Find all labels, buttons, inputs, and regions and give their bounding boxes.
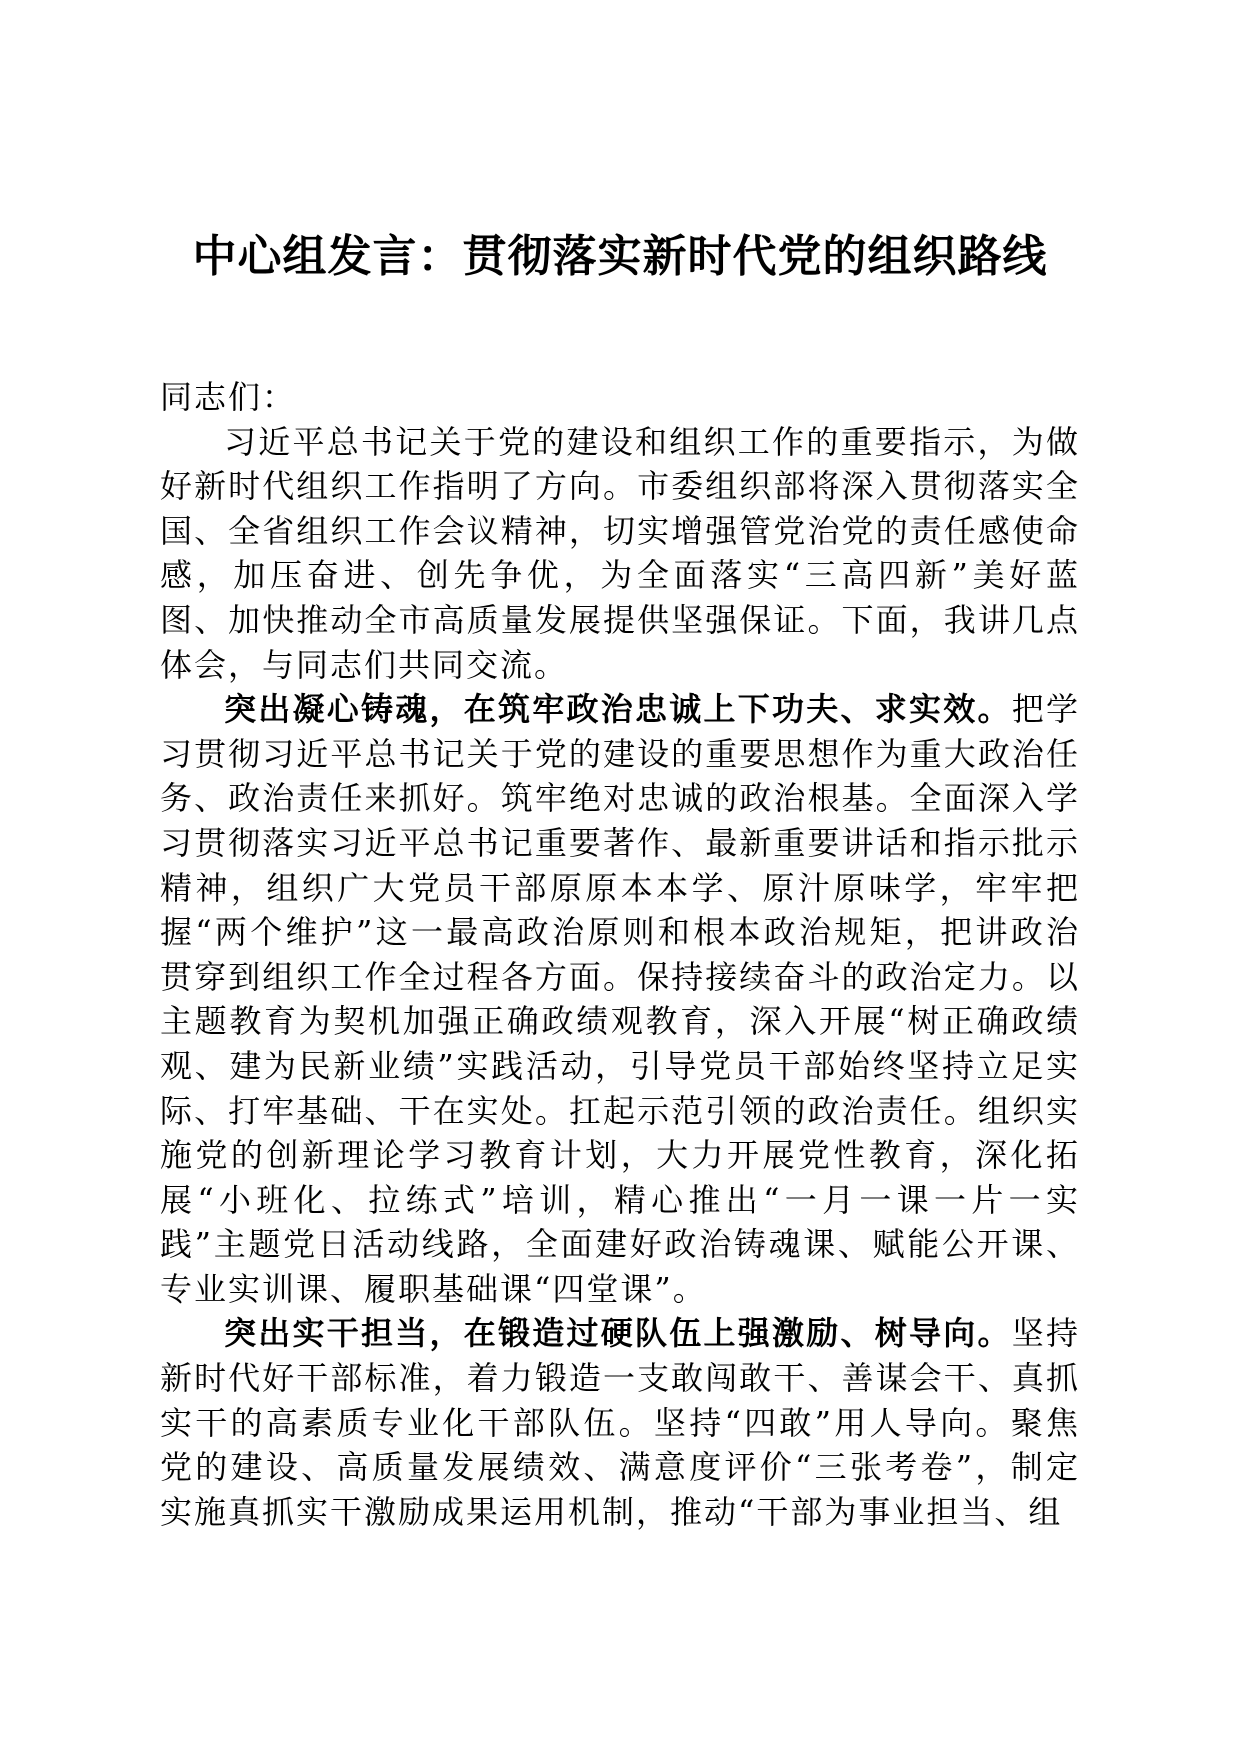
salutation: 同志们：: [160, 378, 297, 416]
document-title: 中心组发言：贯彻落实新时代党的组织路线: [192, 231, 1048, 282]
paragraph-text: 坚持新时代好干部标准，着力锻造一支敢闯敢干、善谋会干、真抓实干的高素质专业化干部队伍。坚持“四敢”用人导向。聚焦党的建设、高质量发展绩效、满意度评价“三张考卷”，制定实施真抓实干激励成果运用机制，推动“干部为事业担当、组: [160, 1314, 1080, 1531]
document-body: [160, 375, 1080, 1534]
paragraph-heading: 突出凝心铸魂，在筑牢政治忠诚上下功夫、求实效。: [224, 690, 1012, 729]
paragraph-text: 习近平总书记关于党的建设和组织工作的重要指示，为做好新时代组织工作指明了方向。市委组织部将深入贯彻落实全国、全省组织工作会议精神，切实增强管党治党的责任感使命感，加压奋进、创先争优，为全面落实“三高四新”美好蓝图、加快推动全市高质量发展提供坚强保证。下面，我讲几点体会，与同志们共同交流。: [160, 422, 1080, 684]
paragraph-team-building: [160, 1311, 1080, 1534]
paragraph-heading: 突出实干担当，在锻造过硬队伍上强激励、树导向。: [224, 1314, 1012, 1353]
paragraph-political-loyalty: [160, 687, 1080, 1311]
paragraph-text: 把学习贯彻习近平总书记关于党的建设的重要思想作为重大政治任务、政治责任来抓好。筑牢绝对忠诚的政治根基。全面深入学习贯彻落实习近平总书记重要著作、最新重要讲话和指示批示精神，组织广大党员干部原原本本学、原汁原味学，牢牢把握“两个维护”这一最高政治原则和根本政治规矩，把讲政治贯穿到组织工作全过程各方面。保持接续奋斗的政治定力。以主题教育为契机加强正确政绩观教育，深入开展“树正确政绩观、建为民新业绩”实践活动，引导党员干部始终坚持立足实际、打牢基础、干在实处。扛起示范引领的政治责任。组织实施党的创新理论学习教育计划，大力开展党性教育，深化拓展“小班化、拉练式”培训，精心推出“一月一课一片一实践”主题党日活动线路，全面建好政治铸魂课、赋能公开课、专业实训课、履职基础课“四堂课”。: [160, 690, 1080, 1308]
paragraph-intro: [160, 420, 1080, 688]
